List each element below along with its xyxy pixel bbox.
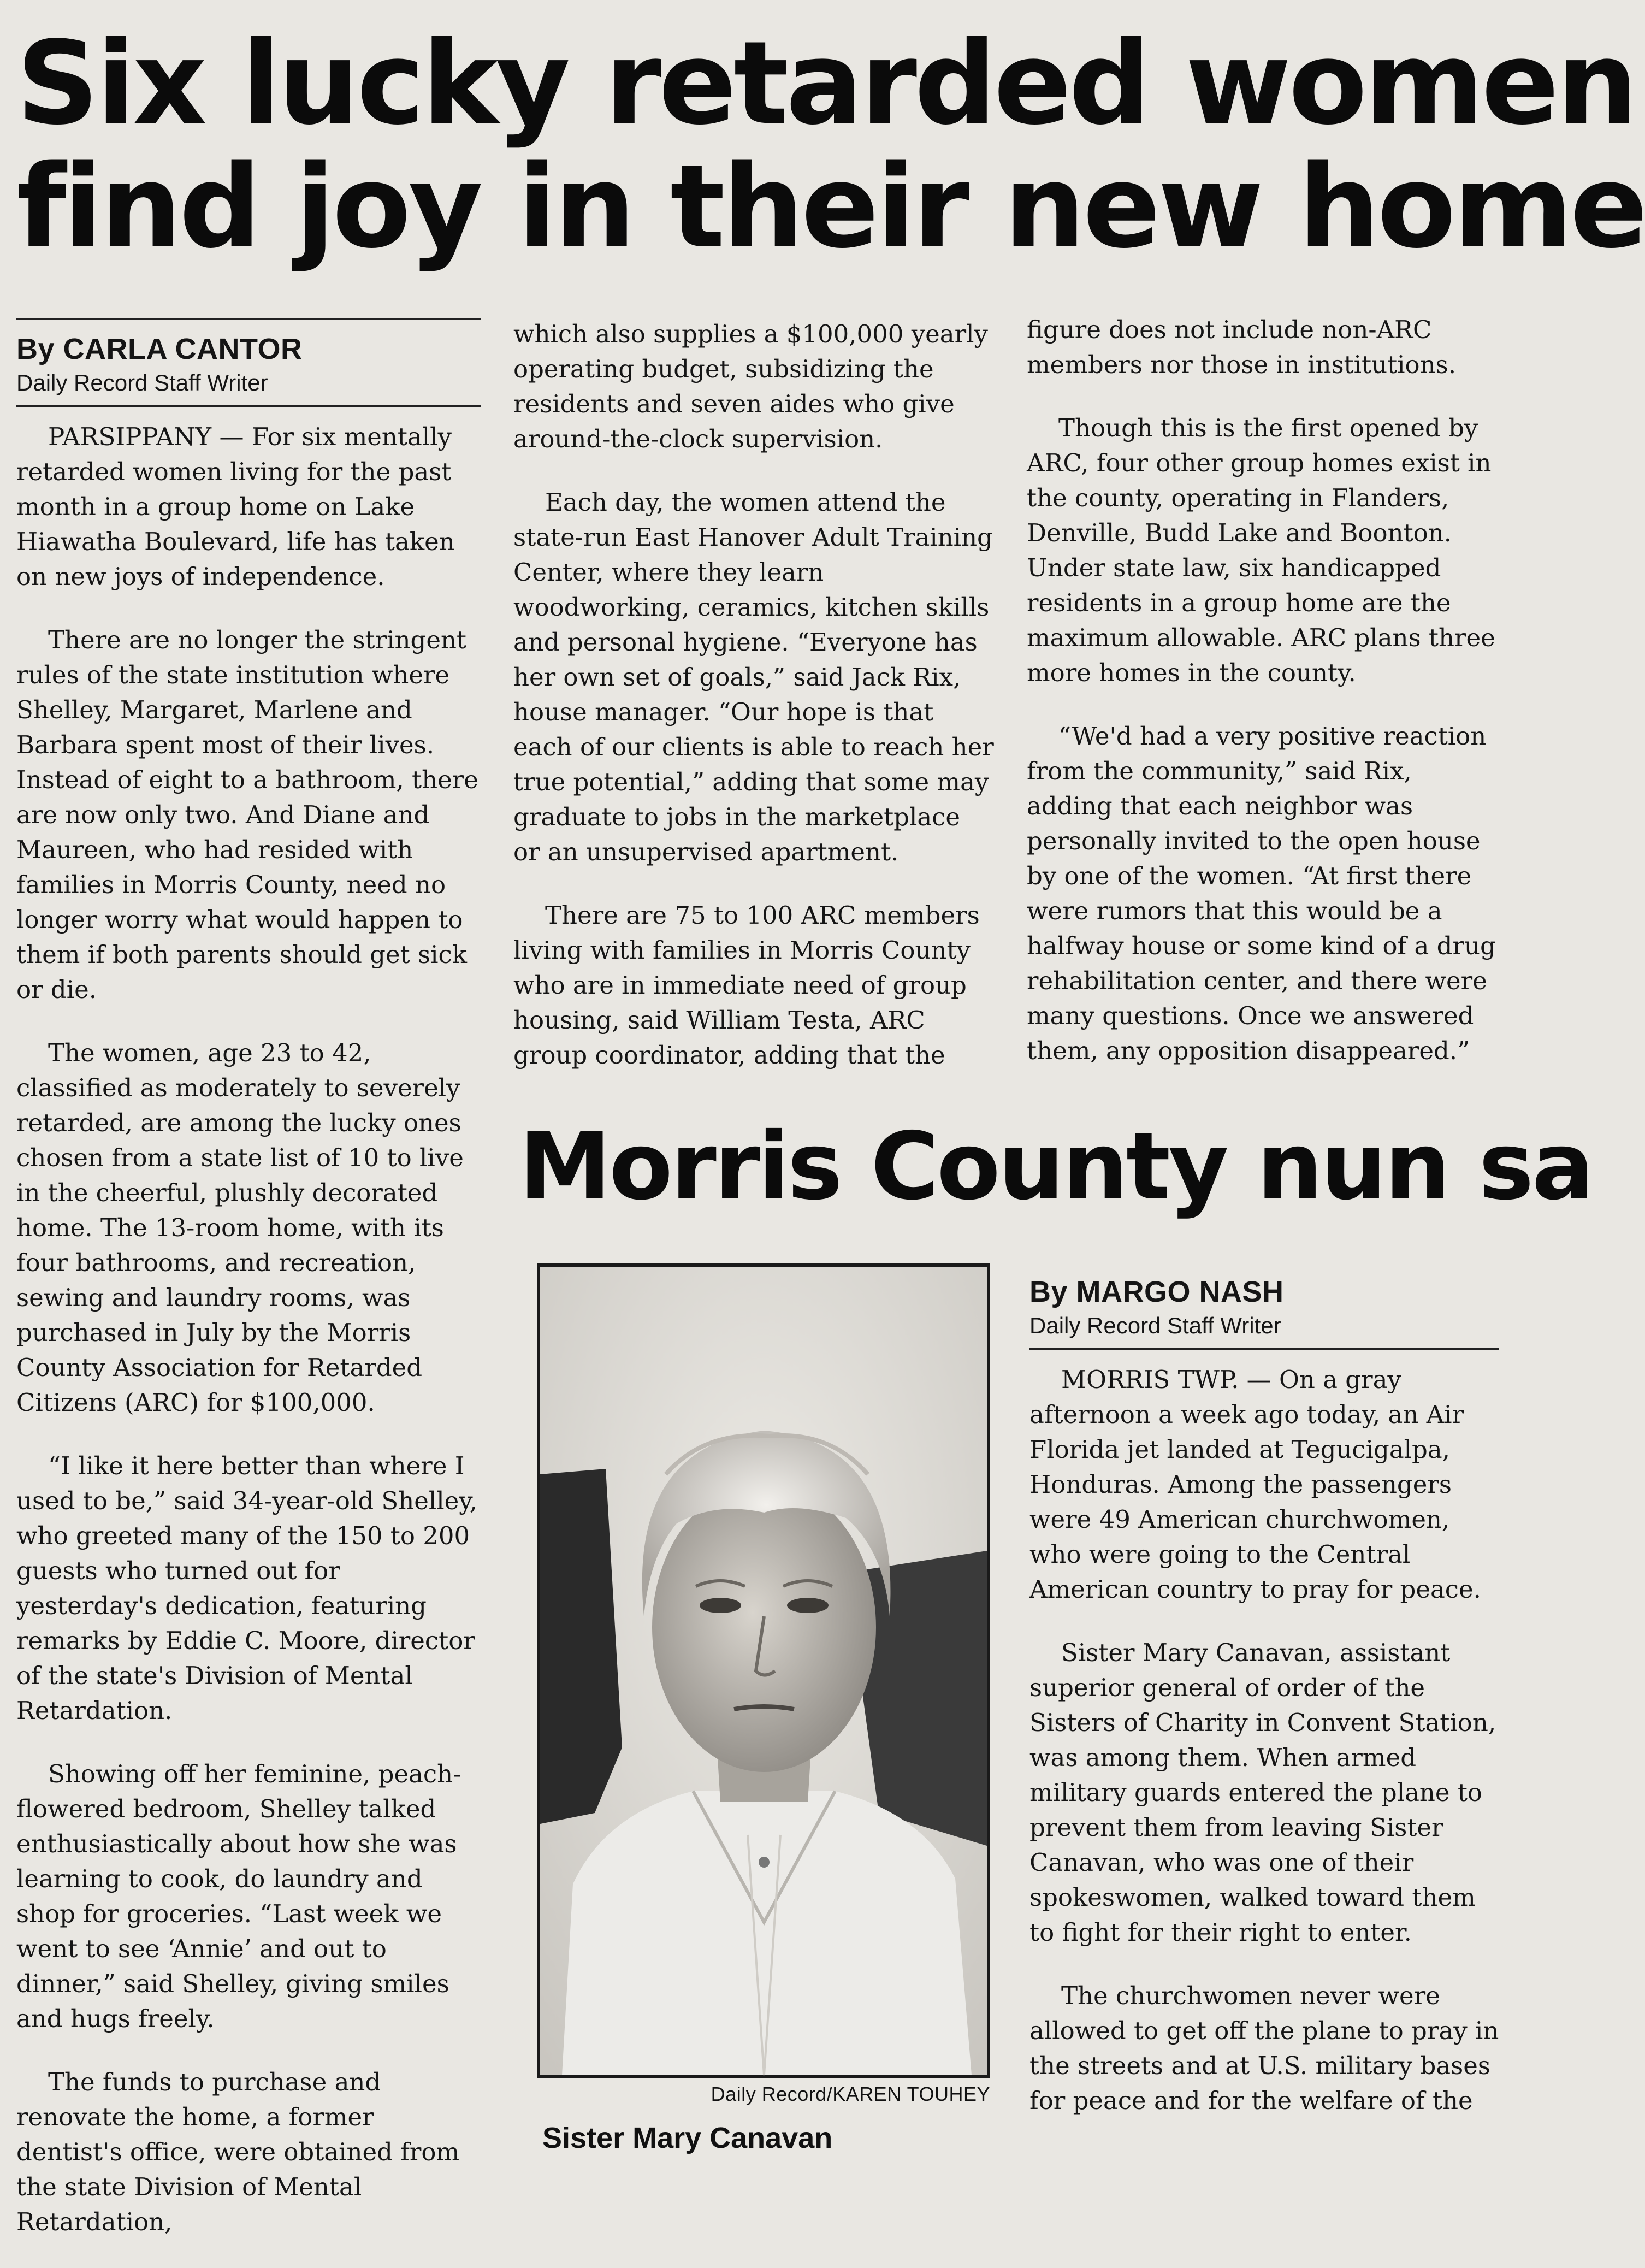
paragraph: Sister Mary Canavan, assistant superior general of order of the Sisters of Charity in Convent Station, was among them. When armed military guards entered the plane to prevent them from leaving Sister Canavan, who was one of their spokeswomen, walked toward them to fight for their right to enter. (1029, 1638, 1496, 1947)
byline-title: Daily Record Staff Writer (1029, 1313, 1281, 1338)
paragraph: “I like it here better than where I used to be,” said 34-year-old Shelley, who greeted many of the 150 to 200 guests who turned out for yesterday's dedication, featuring remarks by Eddie C. Moore, director of the state's Division of Mental Retardation. (16, 1451, 478, 1725)
article1-column-2 (513, 317, 994, 1101)
byline-name: By CARLA CANTOR (16, 333, 303, 365)
photo-caption: Sister Mary Canavan (542, 2122, 833, 2154)
paragraph: The funds to purchase and renovate the home, a former dentist's office, were obtained from the state Division of Mental Retardation, (16, 2068, 460, 2236)
byline-name: By MARGO NASH (1029, 1275, 1284, 1308)
paragraph: There are no longer the stringent rules of the state institution where Shelley, Margaret, Marlene and Barbara spent most of their lives. Instead of eight to a bathroom, there are now only two. And Diane and Maureen, who had resided with families in Morris County, need no longer worry what would happen to them if both parents should get sick or die. (16, 625, 478, 1004)
portrait-illustration (540, 1267, 987, 2075)
paragraph: Showing off her feminine, peach-flowered bedroom, Shelley talked enthusiastically about how she was learning to cook, do laundry and shop for groceries. “Last week we went to see ‘Annie’ and out to dinner,” said Shelley, giving smiles and hugs freely. (16, 1759, 461, 2033)
paragraph: MORRIS TWP. — On a gray afternoon a week ago today, an Air Florida jet landed at Tegucigalpa, Honduras. Among the passengers were 49 American churchwomen, who were going to the Central American country to pray for peace. (1029, 1365, 1481, 1604)
headline-line-2: find joy in their new home (16, 140, 1645, 274)
paragraph: Each day, the women attend the state-run East Hanover Adult Training Center, where they learn woodworking, ceramics, kitchen skills and personal hygiene. “Everyone has her own set of goals,” said Jack Rix, house manager. “Our hope is that each of our clients is able to reach her true potential,” adding that some may graduate to jobs in the marketplace or an unsupervised apartment. (513, 488, 994, 866)
article2-headline: Morris County nun sa (519, 1113, 1593, 1221)
paragraph: There are 75 to 100 ARC members living with families in Morris County who are in immediate need of group housing, said William Testa, ARC group coordinator, adding that the (513, 901, 980, 1070)
headline-line-1: Six lucky retarded women (16, 16, 1636, 150)
article1-column-1 (16, 318, 481, 2268)
photo-credit: Daily Record/KAREN TOUHEY (711, 2083, 990, 2105)
paragraph: Though this is the first opened by ARC, four other group homes exist in the county, operating in Flanders, Denville, Budd Lake and Boonton. Under state law, six handicapped residents in a group home are the maximum allowable. ARC plans three more homes in the county. (1027, 414, 1495, 687)
article1-column-3 (1027, 312, 1502, 1097)
byline (16, 318, 481, 407)
byline-title: Daily Record Staff Writer (16, 370, 268, 395)
paragraph: “We'd had a very positive reaction from the community,” said Rix, adding that each neighbor was personally invited to the open house by one of the women. “At first there were rumors that this would be a halfway house or some kind of a drug rehabilitation center, and there were many questions. Once we answered them, any opposition disappeared.” (1027, 722, 1496, 1065)
paragraph: The churchwomen never were allowed to get off the plane to pray in the streets and at U.S. military bases for peace and for the welfare of the (1029, 1981, 1499, 2115)
portrait-photo (537, 1263, 990, 2078)
article2-column (1029, 1273, 1499, 2147)
paragraph: The women, age 23 to 42, classified as moderately to severely retarded, are among the lucky ones chosen from a state list of 10 to live in the cheerful, plushly decorated home. The 13-room home, with its four bathrooms, and recreation, sewing and laundry rooms, was purchased in July by the Morris County Association for Retarded Citizens (ARC) for $100,000. (16, 1038, 464, 1417)
paragraph: figure does not include non-ARC members nor those in institutions. (1027, 315, 1457, 379)
paragraph: PARSIPPANY — For six mentally retarded women living for the past month in a group home on Lake Hiawatha Boulevard, life has taken on new joys of independence. (16, 422, 455, 591)
paragraph: which also supplies a $100,000 yearly operating budget, subsidizing the residents and seven aides who give around-the-clock supervision. (513, 320, 988, 453)
byline (1029, 1273, 1499, 1350)
